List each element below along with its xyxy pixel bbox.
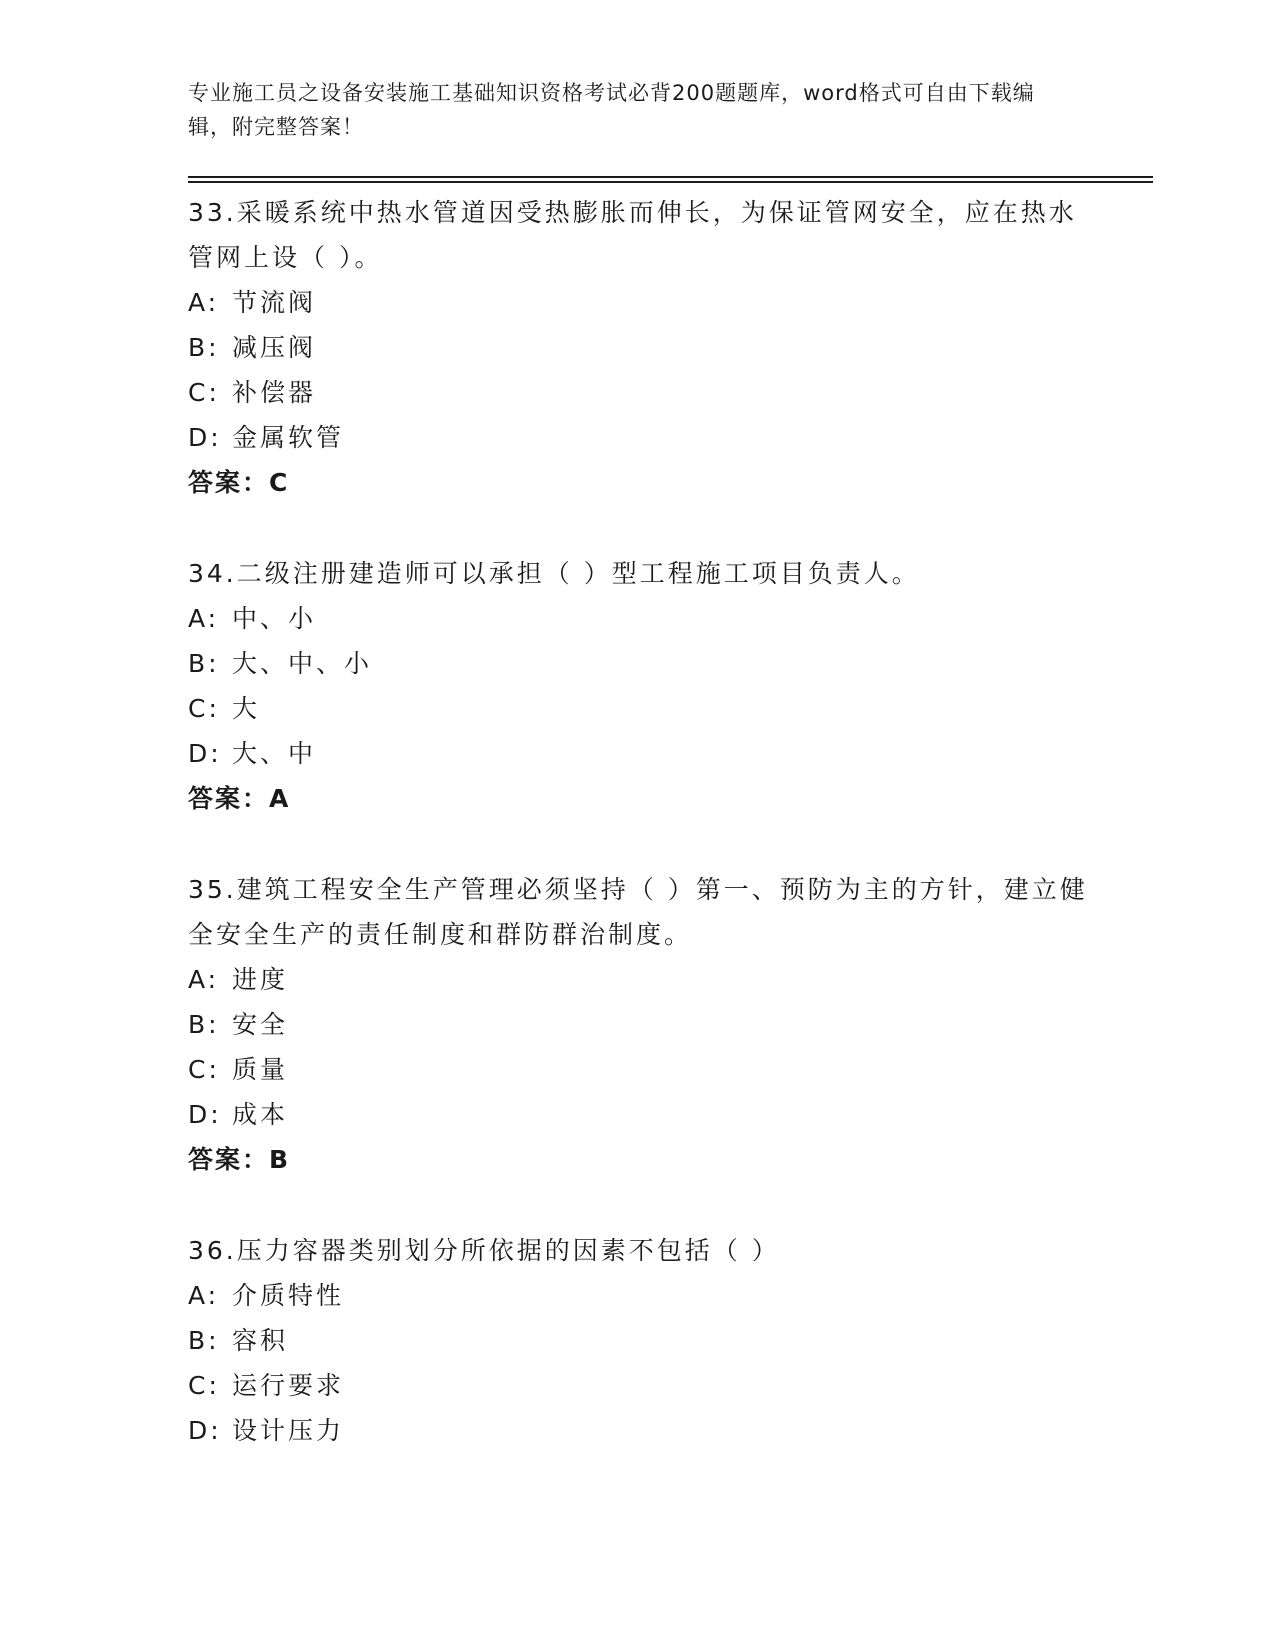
option-text: 运行要求 <box>232 1371 345 1400</box>
option-text: 进度 <box>232 965 289 994</box>
option-list <box>188 957 1088 1137</box>
answer-value: A <box>269 784 291 813</box>
option-key: C: <box>188 1371 220 1400</box>
question-36 <box>188 1228 1088 1453</box>
option-text: 容积 <box>232 1326 289 1355</box>
option-c <box>188 686 1088 731</box>
option-b <box>188 641 1088 686</box>
option-text: 减压阀 <box>232 333 317 362</box>
option-d <box>188 415 1088 460</box>
option-key: C: <box>188 1055 220 1084</box>
option-a <box>188 596 1088 641</box>
option-list <box>188 1273 1088 1453</box>
option-key: D: <box>188 1100 222 1129</box>
option-text: 大 <box>232 694 261 723</box>
option-key: A: <box>188 288 220 317</box>
option-text: 质量 <box>232 1055 289 1084</box>
option-key: D: <box>188 739 222 768</box>
option-text: 设计压力 <box>232 1416 345 1445</box>
option-key: C: <box>188 378 220 407</box>
answer-label: 答案： <box>188 468 270 497</box>
option-text: 安全 <box>232 1010 289 1039</box>
option-text: 补偿器 <box>232 378 317 407</box>
question-stem: 34.二级注册建造师可以承担（ ）型工程施工项目负责人。 <box>188 559 920 588</box>
header-divider-top <box>188 176 1153 178</box>
answer-value: C <box>269 468 290 497</box>
answer-label: 答案： <box>188 784 270 813</box>
option-key: B: <box>188 649 220 678</box>
question-34 <box>188 551 1088 821</box>
question-33 <box>188 190 1088 505</box>
option-c <box>188 1047 1088 1092</box>
option-list <box>188 280 1088 460</box>
option-c <box>188 1363 1088 1408</box>
option-b <box>188 1002 1088 1047</box>
document-header-note: 专业施工员之设备安装施工基础知识资格考试必背200题题库，word格式可自由下载编辑，附完整答案！ <box>188 81 1035 139</box>
option-b <box>188 325 1088 370</box>
option-text: 金属软管 <box>232 423 345 452</box>
question-stem: 36.压力容器类别划分所依据的因素不包括（ ） <box>188 1236 780 1265</box>
option-key: A: <box>188 604 220 633</box>
option-b <box>188 1318 1088 1363</box>
question-35 <box>188 867 1088 1182</box>
option-text: 节流阀 <box>232 288 317 317</box>
answer-label: 答案： <box>188 1145 270 1174</box>
option-a <box>188 280 1088 325</box>
option-key: B: <box>188 1010 220 1039</box>
question-list <box>188 190 1088 1499</box>
option-c <box>188 370 1088 415</box>
option-key: A: <box>188 1281 220 1310</box>
option-list <box>188 596 1088 776</box>
option-d <box>188 731 1088 776</box>
answer-line <box>188 776 1088 821</box>
option-d <box>188 1408 1088 1453</box>
option-text: 大、中、小 <box>232 649 373 678</box>
answer-line <box>188 460 1088 505</box>
option-key: B: <box>188 1326 220 1355</box>
option-text: 介质特性 <box>232 1281 345 1310</box>
option-key: A: <box>188 965 220 994</box>
question-stem: 33.采暖系统中热水管道因受热膨胀而伸长，为保证管网安全，应在热水管网上设（ ）。 <box>188 198 1077 272</box>
header-divider-bottom <box>188 181 1153 183</box>
option-key: C: <box>188 694 220 723</box>
option-key: B: <box>188 333 220 362</box>
option-text: 大、中 <box>232 739 317 768</box>
option-a <box>188 957 1088 1002</box>
option-key: D: <box>188 1416 222 1445</box>
answer-line <box>188 1137 1088 1182</box>
question-stem: 35.建筑工程安全生产管理必须坚持（ ）第一、预防为主的方针，建立健全安全生产的责任制度和群防群治制度。 <box>188 875 1088 949</box>
answer-value: B <box>269 1145 291 1174</box>
option-d <box>188 1092 1088 1137</box>
option-key: D: <box>188 423 222 452</box>
option-text: 成本 <box>232 1100 289 1129</box>
option-a <box>188 1273 1088 1318</box>
option-text: 中、小 <box>232 604 317 633</box>
